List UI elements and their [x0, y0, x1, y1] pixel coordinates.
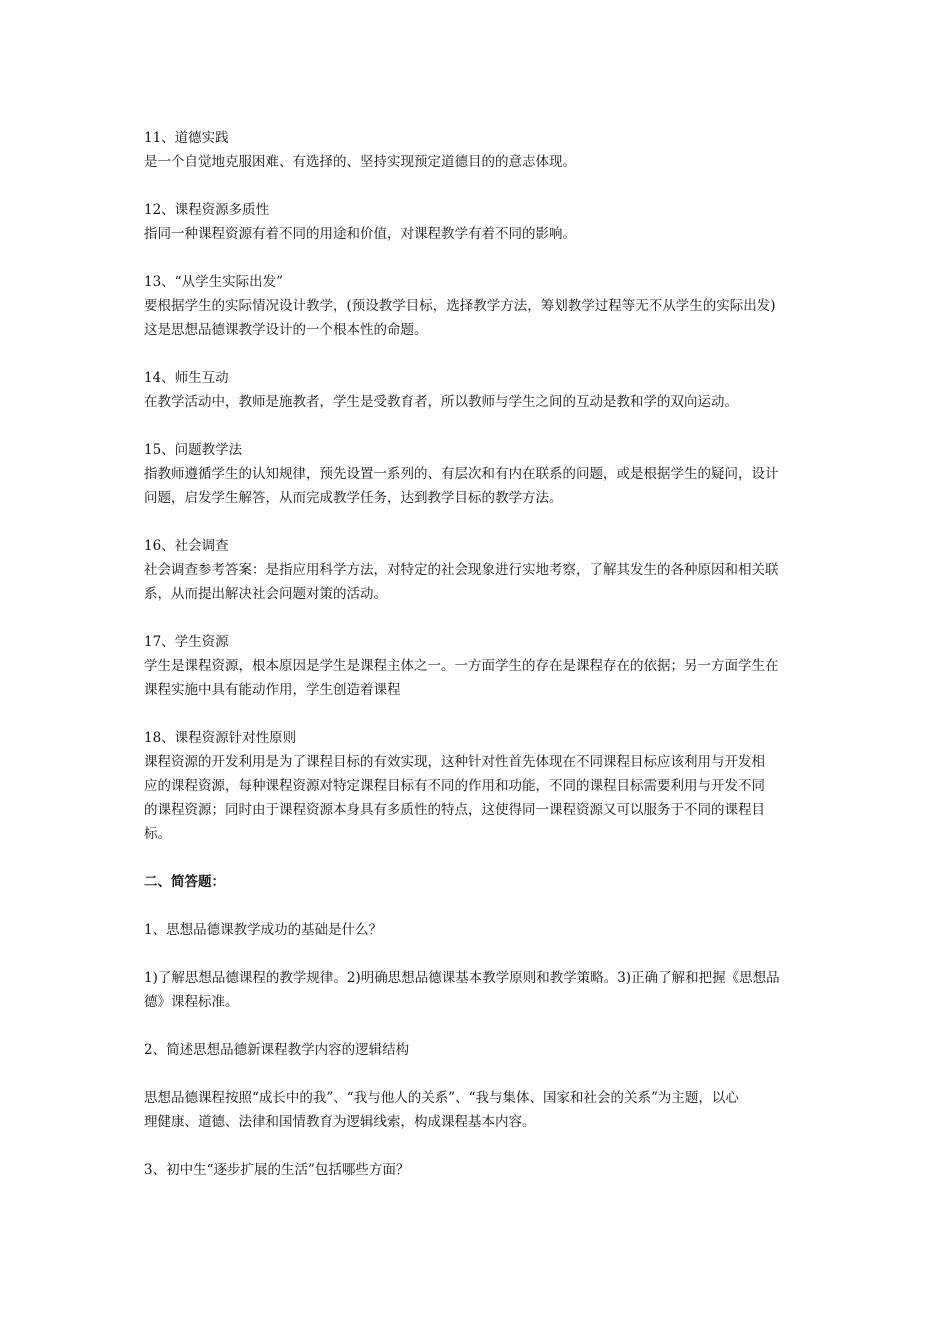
term-18 [144, 726, 814, 846]
term-11 [144, 126, 814, 174]
term-definition-line: 社会调查参考答案：是指应用科学方法，对特定的社会现象进行实地考察，了解其发生的各种原因和相关联 [144, 562, 779, 578]
term-heading: 11、道德实践 [144, 130, 229, 146]
term-definition-line: 标。 [144, 826, 171, 842]
term-definition-line: 的课程资源；同时由于课程资源本身具有多质性的特点，这使得同一课程资源又可以服务于不同的课程目 [144, 802, 765, 818]
term-heading: 17、学生资源 [144, 634, 229, 650]
term-definition-line: 应的课程资源，每种课程资源对特定课程目标有不同的作用和功能，不同的课程目标需要利用与开发不同 [144, 778, 765, 794]
term-14 [144, 366, 814, 414]
question-3: 3、初中生“逐步扩展的生活”包括哪些方面？ [144, 1162, 410, 1178]
term-17 [144, 630, 814, 702]
term-heading: 14、师生互动 [144, 370, 229, 386]
term-heading: 12、课程资源多质性 [144, 202, 270, 218]
term-definition-line: 学生是课程资源，根本原因是学生是课程主体之一。一方面学生的存在是课程存在的依据；另一方面学生在 [144, 658, 779, 674]
question-1: 1、思想品德课教学成功的基础是什么？ [144, 922, 383, 938]
term-definition-line: 指同一种课程资源有着不同的用途和价值，对课程教学有着不同的影响。 [144, 226, 576, 242]
term-heading: 18、课程资源针对性原则 [144, 730, 297, 746]
answer-line: 1)了解思想品德课程的教学规律。2)明确思想品德课基本教学原则和教学策略。3)正确了解和把握《思想品 [144, 970, 780, 986]
term-definition-line: 课程资源的开发利用是为了课程目标的有效实现，这种针对性首先体现在不同课程目标应该利用与开发相 [144, 754, 765, 770]
term-heading: 13、“从学生实际出发” [144, 274, 283, 290]
term-definition-line: 课程实施中具有能动作用，学生创造着课程 [144, 682, 401, 698]
section-heading: 二、简答题： [144, 874, 225, 890]
question-2: 2、简述思想品德新课程教学内容的逻辑结构 [144, 1042, 410, 1058]
answer-line: 理健康、道德、法律和国情教育为逻辑线索，构成课程基本内容。 [144, 1114, 536, 1130]
term-15 [144, 438, 814, 510]
term-definition-line: 问题，启发学生解答，从而完成教学任务，达到教学目标的教学方法。 [144, 490, 563, 506]
term-definition-line: 在教学活动中，教师是施教者，学生是受教育者，所以教师与学生之间的互动是教和学的双向运动。 [144, 394, 738, 410]
term-12 [144, 198, 814, 246]
answer-line: 德》课程标准。 [144, 994, 239, 1010]
term-16 [144, 534, 814, 606]
term-heading: 15、问题教学法 [144, 442, 243, 458]
term-definition-line: 这是思想品德课教学设计的一个根本性的命题。 [144, 322, 428, 338]
term-definition-line: 指教师遵循学生的认知规律，预先设置一系列的、有层次和有内在联系的问题，或是根据学生的疑问，设计 [144, 466, 779, 482]
document-page [144, 126, 814, 1182]
term-definition-line: 是一个自觉地克服困难、有选择的、坚持实现预定道德目的的意志体现。 [144, 154, 576, 170]
term-definition-line: 系，从而提出解决社会问题对策的活动。 [144, 586, 387, 602]
answer-1 [144, 966, 814, 1014]
term-heading: 16、社会调查 [144, 538, 229, 554]
answer-2 [144, 1086, 814, 1134]
answer-line: 思想品德课程按照“成长中的我”、“我与他人的关系”、“我与集体、国家和社会的关系”为主题，以心 [144, 1090, 739, 1106]
term-definition-line: 要根据学生的实际情况设计教学，(预设教学目标，选择教学方法，筹划教学过程等无不从学生的实际出发) [144, 298, 776, 314]
term-13 [144, 270, 814, 342]
